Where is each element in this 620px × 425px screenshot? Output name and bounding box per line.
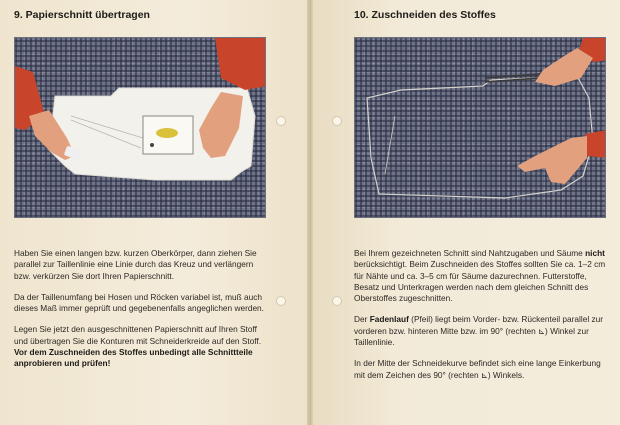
pattern-transfer-illustration [15, 38, 266, 218]
photo-fabric-cutting [354, 37, 606, 218]
right-paragraph-1 [354, 248, 608, 304]
photo-pattern-transfer [14, 37, 266, 218]
left-paragraph-1: Haben Sie einen langen bzw. kurzen Oberkörper, dann ziehen Sie parallel zur Taillenlinie eine Linie durch das Kreuz und verlängern bzw. verkürzen Sie dort Ihren Papierschnitt. [14, 248, 257, 281]
right-paragraph-2 [354, 314, 608, 348]
right-body-text [354, 248, 608, 391]
scissors-blades [485, 74, 541, 82]
right-p1-text-b: berücksichtigt. Beim Zuschneiden des Stoffes sollten Sie ca. 1–2 cm für Nähte und ca. 3–5 cm für Säume dazurechnen. Futterstoffe, Besatz und Unterkragen werden nach dem gleichen Schnitt des Oberstoffes zugeschnitten. [354, 259, 606, 304]
lower-hand [517, 136, 587, 184]
lower-sleeve [585, 130, 606, 158]
right-p2-bold: Fadenlauf [369, 314, 409, 325]
binder-hole-right-top [332, 116, 342, 126]
card-dot [150, 143, 154, 147]
left-paragraph-2: Da der Taillenumfang bei Hosen und Röcken variabel ist, muß auch dieses Maß immer geprüft und gegebenenfalls angeglichen werden. [14, 291, 264, 314]
chalk-guide-line [385, 116, 395, 174]
right-heading: 10. Zuschneiden des Stoffes [354, 9, 496, 21]
right-paragraph-3: In der Mitte der Schneidekurve befindet sich eine lange Einkerbung mit dem Zeichen des 90° (rechten ⊾) Winkels. [354, 358, 601, 380]
binder-hole-left-top [276, 116, 286, 126]
right-p1-bold: nicht [585, 248, 605, 258]
left-heading: 9. Papierschnitt übertragen [14, 9, 150, 21]
fabric-cutting-illustration [355, 38, 606, 218]
page-gutter [307, 0, 313, 425]
right-p2-text-b: (Pfeil) liegt beim Vorder- bzw. Rückenteil parallel zur vorderen bzw. hinteren Mitte bzw. im 90° (rechten ⊾) Winkel zur Taillenlinie. [354, 314, 604, 348]
right-sleeve [215, 38, 266, 90]
top-hand [535, 48, 593, 86]
yellow-motif [156, 128, 178, 138]
right-p1-text-a: Bei Ihrem gezeichneten Schnitt sind Nahtzugaben und Säume [354, 248, 586, 258]
left-bold-note: Vor dem Zuschneiden des Stoffes unbedingt alle Schnittteile anprobieren und prüfen! [14, 347, 253, 369]
right-p2-text-a: Der [354, 314, 370, 325]
left-body-text [14, 248, 268, 380]
binder-hole-right-bottom [332, 296, 342, 306]
binder-hole-left-bottom [276, 296, 286, 306]
left-paragraph-3: Legen Sie jetzt den ausgeschnittenen Papierschnitt auf Ihren Stoff und übertragen Sie die Konturen mit Schneiderkreide auf den Stoff. [14, 324, 262, 346]
